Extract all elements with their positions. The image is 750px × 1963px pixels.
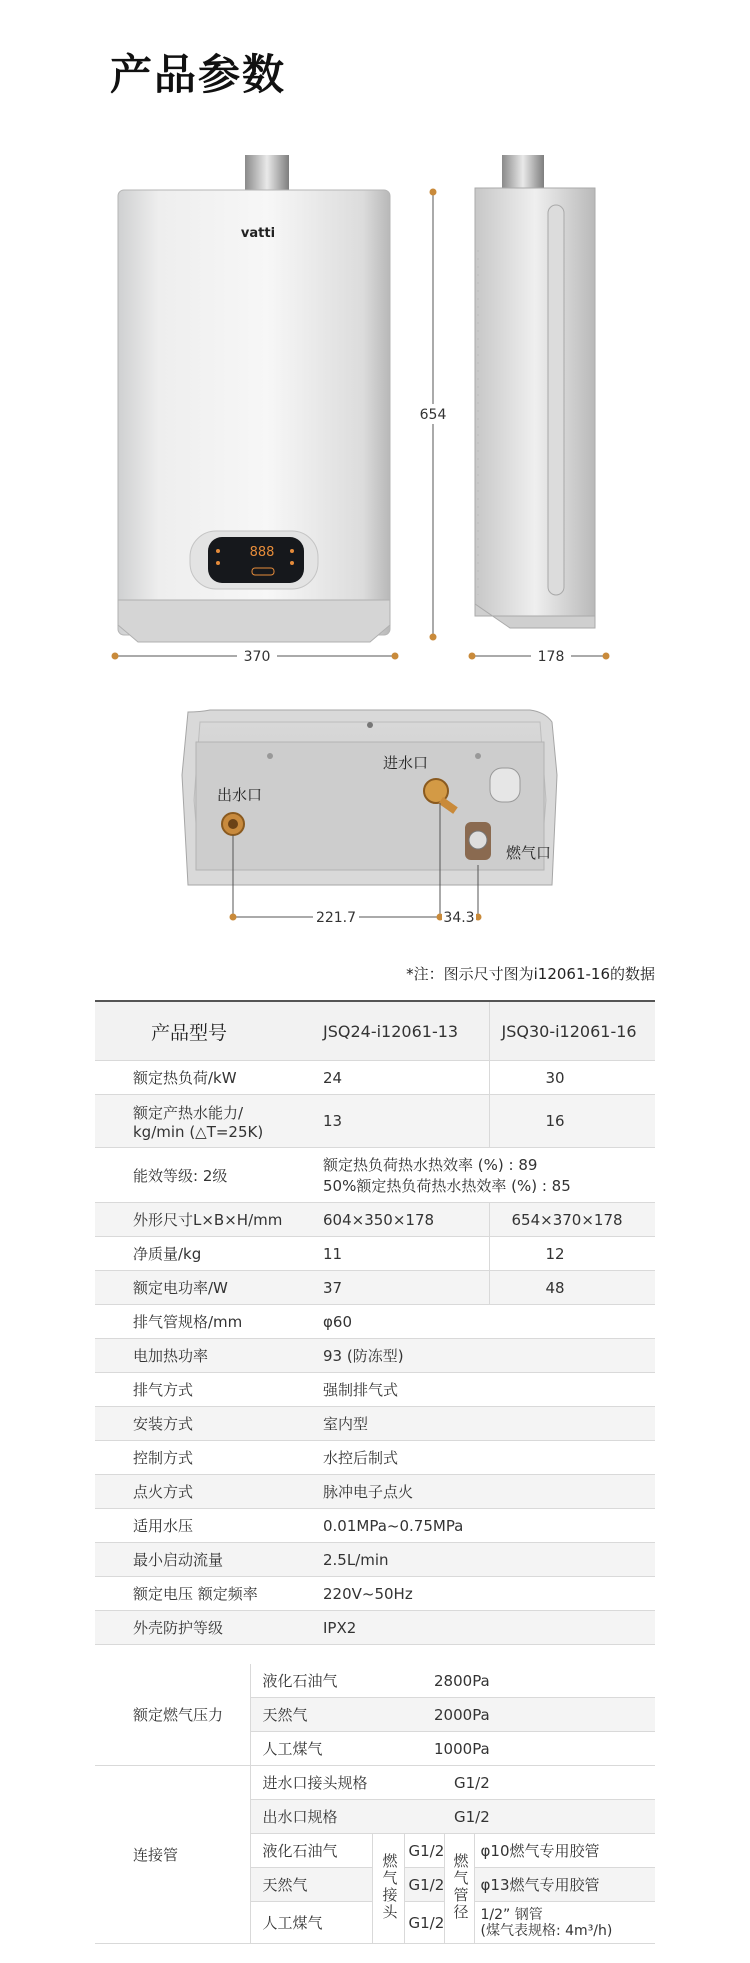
table-row (95, 1543, 655, 1577)
figure-note: *注：图示尺寸图为i12061-16的数据 (406, 965, 655, 983)
row-value: G1/2 (404, 1868, 444, 1902)
gas-pipe-label: 燃气管径 (444, 1834, 474, 1944)
table-row (95, 1509, 655, 1543)
row-value: 604×350×178 (311, 1203, 489, 1237)
row-value: φ10燃气专用胶管 (474, 1834, 655, 1868)
row-label: 天然气 (250, 1868, 372, 1902)
row-label: 电加热功率 (95, 1339, 311, 1373)
table-row (95, 1271, 655, 1305)
table-row (95, 1441, 655, 1475)
brand-logo: vatti (240, 226, 276, 241)
row-value: 额定热负荷热水热效率 (%) : 89 50%额定热负荷热水热效率 (%) : 85 (311, 1148, 655, 1203)
side-depth-label: 178 (537, 649, 565, 665)
connection-label: 连接管 (95, 1766, 250, 1944)
side-view (475, 155, 595, 628)
gas-pressure-label: 额定燃气压力 (95, 1664, 250, 1766)
table-row (95, 1339, 655, 1373)
row-label: 外壳防护等级 (95, 1611, 311, 1645)
row-value: φ60 (311, 1305, 655, 1339)
bottom-view (182, 710, 557, 885)
row-label: 点火方式 (95, 1475, 311, 1509)
control-display (208, 537, 304, 583)
row-label: 额定产热水能力/ kg/min (△T=25K) (95, 1095, 311, 1148)
row-value: 37 (311, 1271, 489, 1305)
row-label: 出水口规格 (250, 1800, 444, 1834)
row-label: 液化石油气 (250, 1664, 404, 1698)
header-model-2: JSQ30-i12061-16 (489, 1001, 655, 1061)
row-label: 净质量/kg (95, 1237, 311, 1271)
row-value: 1000Pa (404, 1732, 655, 1766)
row-value: 强制排气式 (311, 1373, 655, 1407)
table-row (95, 1407, 655, 1441)
row-value: 48 (489, 1271, 655, 1305)
row-value: IPX2 (311, 1611, 655, 1645)
row-value: 11 (311, 1237, 489, 1271)
flue-pipe-front (245, 155, 289, 193)
row-value: 654×370×178 (489, 1203, 655, 1237)
row-label: 液化石油气 (250, 1834, 372, 1868)
row-value: φ13燃气专用胶管 (474, 1868, 655, 1902)
table-row (95, 1061, 655, 1095)
display-digits: 888 (249, 545, 275, 560)
inlet-label: 进水口 (383, 754, 429, 772)
table-header-row (95, 1001, 655, 1061)
front-view (118, 155, 390, 642)
row-value: G1/2 (404, 1902, 444, 1944)
row-label: 能效等级: 2级 (95, 1148, 311, 1203)
row-value: 24 (311, 1061, 489, 1095)
gas-connection-table (95, 1664, 655, 1944)
header-model: 产品型号 (95, 1001, 311, 1061)
row-label: 最小启动流量 (95, 1543, 311, 1577)
row-value: 220V~50Hz (311, 1577, 655, 1611)
spec-table (95, 1000, 655, 1645)
row-value: 脉冲电子点火 (311, 1475, 655, 1509)
header-model-1: JSQ24-i12061-13 (311, 1001, 489, 1061)
table-row (95, 1611, 655, 1645)
dim-a-label: 221.7 (315, 910, 357, 926)
table-row (95, 1577, 655, 1611)
table-row (95, 1237, 655, 1271)
table-row (95, 1475, 655, 1509)
side-depth-dimension (469, 647, 610, 665)
row-label: 控制方式 (95, 1441, 311, 1475)
row-label: 额定电压 额定频率 (95, 1577, 311, 1611)
row-label: 额定热负荷/kW (95, 1061, 311, 1095)
front-width-dimension (112, 647, 399, 665)
row-value: G1/2 (404, 1834, 444, 1868)
front-width-label: 370 (243, 649, 271, 665)
row-value: 室内型 (311, 1407, 655, 1441)
outlet-label: 出水口 (217, 786, 263, 804)
row-value: 93 (防冻型) (311, 1339, 655, 1373)
product-dimension-svg (0, 140, 750, 926)
gas-joint-label: 燃气接头 (372, 1834, 404, 1944)
dim-b-label: 34.3 (443, 910, 475, 926)
table-row (95, 1373, 655, 1407)
row-value: 2000Pa (404, 1698, 655, 1732)
row-value: 30 (489, 1061, 655, 1095)
row-value: 水控后制式 (311, 1441, 655, 1475)
height-label: 654 (419, 407, 447, 423)
row-value: 12 (489, 1237, 655, 1271)
table-row (95, 1664, 655, 1698)
row-label: 人工煤气 (250, 1732, 404, 1766)
row-label: 额定电功率/W (95, 1271, 311, 1305)
row-label: 排气方式 (95, 1373, 311, 1407)
table-row (95, 1148, 655, 1203)
row-value: 16 (489, 1095, 655, 1148)
product-diagram (0, 140, 750, 926)
row-label: 适用水压 (95, 1509, 311, 1543)
row-value: 2800Pa (404, 1664, 655, 1698)
row-label: 人工煤气 (250, 1902, 372, 1944)
row-label: 进水口接头规格 (250, 1766, 444, 1800)
table-row (95, 1203, 655, 1237)
row-value: G1/2 (444, 1766, 655, 1800)
row-value: 2.5L/min (311, 1543, 655, 1577)
table-row (95, 1766, 655, 1800)
row-value: 1/2” 钢管 (煤气表规格: 4m³/h) (474, 1902, 655, 1944)
row-label: 排气管规格/mm (95, 1305, 311, 1339)
row-label: 安装方式 (95, 1407, 311, 1441)
row-value: 0.01MPa~0.75MPa (311, 1509, 655, 1543)
page-title: 产品参数 (110, 50, 287, 99)
gas-label: 燃气口 (506, 844, 552, 862)
row-value: 13 (311, 1095, 489, 1148)
table-row (95, 1095, 655, 1148)
table-row (95, 1305, 655, 1339)
height-dimension (414, 189, 454, 641)
row-label: 天然气 (250, 1698, 404, 1732)
row-value: G1/2 (444, 1800, 655, 1834)
row-label: 外形尺寸L×B×H/mm (95, 1203, 311, 1237)
